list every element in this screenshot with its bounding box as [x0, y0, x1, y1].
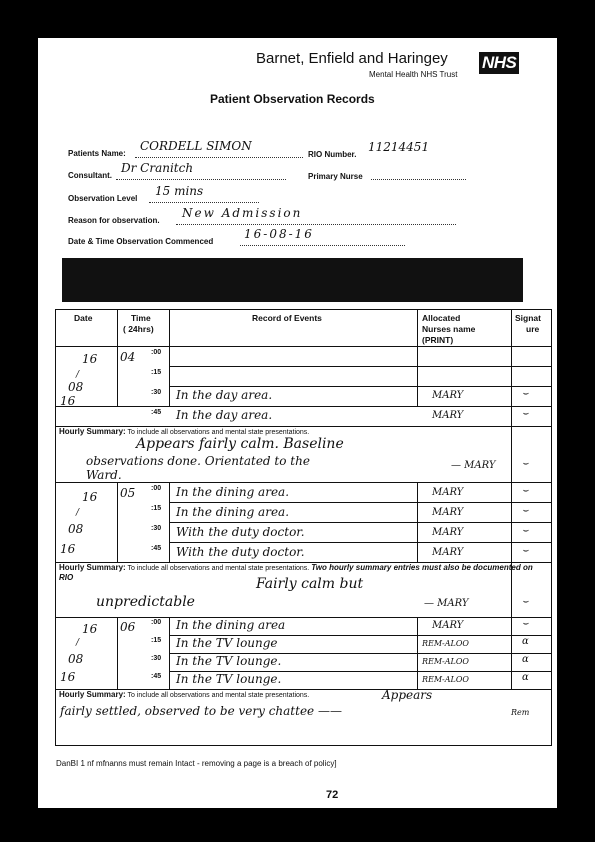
- summary1-nurse: — MARY: [451, 460, 496, 471]
- row-line: [56, 482, 551, 483]
- block3-date-year: 16: [60, 670, 76, 684]
- col-line-date: [117, 617, 118, 689]
- block3-sig-15: α: [522, 636, 529, 647]
- patient-name-label: Patients Name:: [68, 149, 126, 158]
- block2-min-15: :15: [151, 505, 162, 512]
- block2-nurse-15: MARY: [432, 507, 464, 518]
- block2-sig-45: ⌣: [522, 545, 529, 556]
- block3-sig-45: α: [522, 672, 529, 683]
- summary1-label: Hourly Summary: To include all observations and mental state presentations.: [59, 427, 310, 436]
- row-line: [56, 617, 551, 618]
- block1-nurse-45: MARY: [432, 410, 464, 421]
- consultant-line: [116, 161, 286, 180]
- observation-level-label: Observation Level: [68, 194, 138, 203]
- row-line: [169, 502, 551, 503]
- block1-min-45: :45: [151, 409, 162, 416]
- row-line: [169, 366, 551, 367]
- summary3-label: Hourly Summary: To include all observations and mental state presentations.: [59, 690, 310, 699]
- block1-date-month: 08: [68, 380, 84, 394]
- summary2-nurse: — MARY: [424, 598, 469, 609]
- summary2-sig: ⌣: [522, 596, 529, 607]
- page-title: Patient Observation Records: [210, 92, 375, 106]
- trust-name: Barnet, Enfield and Haringey: [256, 50, 448, 67]
- block1-hour: 04: [120, 350, 136, 364]
- block3-sig-30: α: [522, 654, 529, 665]
- block2-date-sep: /: [76, 508, 80, 518]
- header-allocated: Allocated: [422, 313, 461, 323]
- summary2-line1: Fairly calm but: [256, 576, 364, 592]
- header-record: Record of Events: [252, 313, 322, 323]
- patient-name-line: [135, 139, 303, 158]
- summary1-line3: Ward.: [86, 468, 122, 482]
- block2-sig-30: ⌣: [522, 525, 529, 536]
- block3-date-sep: /: [76, 638, 80, 648]
- block3-record-45: In the TV lounge.: [176, 672, 282, 686]
- block2-nurse-30: MARY: [432, 527, 464, 538]
- header-signature: Signat: [515, 313, 541, 323]
- row-line: [169, 522, 551, 523]
- observation-level-value: 15 mins: [155, 184, 204, 198]
- col-line-date: [117, 482, 118, 562]
- block1-min-30: :30: [151, 389, 162, 396]
- redacted-instructions-banner: [62, 258, 523, 302]
- consultant-value: Dr Cranitch: [121, 161, 194, 175]
- block3-min-00: :00: [151, 619, 162, 626]
- col-line-time: [169, 310, 170, 406]
- block2-date-month: 08: [68, 522, 84, 536]
- block1-min-15: :15: [151, 369, 162, 376]
- patient-name-value: CORDELL SIMON: [140, 139, 252, 153]
- block2-record-30: With the duty doctor.: [176, 525, 305, 539]
- block3-date-month: 08: [68, 652, 84, 666]
- block1-nurse-30: MARY: [432, 390, 464, 401]
- block1-sig-45: ⌣: [522, 408, 529, 419]
- block1-record-30: In the day area.: [176, 388, 273, 402]
- block2-min-30: :30: [151, 525, 162, 532]
- block2-record-45: With the duty doctor.: [176, 545, 305, 559]
- block2-nurse-00: MARY: [432, 487, 464, 498]
- block2-date-day: 16: [82, 490, 98, 504]
- observation-record-page: [38, 38, 557, 808]
- block3-record-00: In the dining area: [176, 618, 286, 632]
- block3-nurse-15: REM-ALOO: [422, 639, 469, 648]
- block3-hour: 06: [120, 620, 136, 634]
- footer-notice: DanBI 1 nf mfnanns must remain Intact - removing a page is a breach of policy]: [56, 759, 337, 768]
- block3-sig-00: ⌣: [522, 618, 529, 629]
- row-line: [169, 386, 551, 387]
- nhs-logo: NHS: [479, 52, 519, 74]
- summary2-line2: unpredictable: [96, 594, 195, 610]
- summary3-line2: fairly settled, observed to be very chattee ——: [60, 704, 342, 718]
- summary1-line1: Appears fairly calm. Baseline: [136, 436, 344, 452]
- block1-date-year: 16: [60, 394, 76, 408]
- header-nurses-name: Nurses name: [422, 324, 476, 334]
- rio-value: 11214451: [368, 140, 430, 154]
- block1-date-sep: /: [76, 370, 80, 380]
- date-commenced-line: [240, 227, 405, 246]
- summary1-sig: ⌣: [522, 458, 529, 469]
- block2-sig-15: ⌣: [522, 505, 529, 516]
- row-line: [56, 346, 551, 347]
- header-time-sub: ( 24hrs): [123, 324, 154, 334]
- summary3-line1: Appears: [382, 688, 433, 702]
- block3-nurse-45: REM-ALOO: [422, 675, 469, 684]
- block1-record-45: In the day area.: [176, 408, 273, 422]
- header-time: Time: [131, 313, 151, 323]
- row-line: [169, 542, 551, 543]
- block2-record-15: In the dining area.: [176, 505, 290, 519]
- block3-date-day: 16: [82, 622, 98, 636]
- block2-min-00: :00: [151, 485, 162, 492]
- reason-label: Reason for observation.: [68, 216, 160, 225]
- block2-min-45: :45: [151, 545, 162, 552]
- block2-date-year: 16: [60, 542, 76, 556]
- block1-min-00: :00: [151, 349, 162, 356]
- block2-nurse-45: MARY: [432, 547, 464, 558]
- summary2-label: Hourly Summary: To include all observations and mental state presentations. Two hourly summary entries must also be documented on RIO: [59, 563, 533, 582]
- block3-nurse-00: MARY: [432, 620, 464, 631]
- block3-min-45: :45: [151, 673, 162, 680]
- date-commenced-label: Date & Time Observation Commenced: [68, 237, 214, 246]
- date-commenced-value: 16-08-16: [244, 227, 314, 241]
- block2-sig-00: ⌣: [522, 485, 529, 496]
- observation-level-line: [149, 184, 259, 203]
- block1-sig-30: ⌣: [522, 388, 529, 399]
- block3-record-15: In the TV lounge: [176, 636, 278, 650]
- summary1-line2: observations done. Orientated to the: [86, 454, 310, 468]
- primary-nurse-label: Primary Nurse: [308, 172, 363, 181]
- reason-line: [176, 206, 456, 225]
- reason-value: New Admission: [182, 206, 303, 220]
- header-print: (PRINT): [422, 335, 454, 345]
- block2-hour: 05: [120, 486, 136, 500]
- observation-table: [55, 309, 552, 746]
- header-signature-2: ure: [526, 324, 540, 334]
- primary-nurse-line: [371, 171, 466, 180]
- rio-label: RIO Number.: [308, 150, 357, 159]
- row-line: [56, 406, 551, 407]
- block3-min-30: :30: [151, 655, 162, 662]
- trust-subtitle: Mental Health NHS Trust: [369, 70, 458, 79]
- block3-nurse-30: REM-ALOO: [422, 657, 469, 666]
- col-line-date: [117, 310, 118, 406]
- consultant-label: Consultant.: [68, 171, 112, 180]
- page-number: 72: [326, 789, 339, 801]
- block2-record-00: In the dining area.: [176, 485, 290, 499]
- col-line-record: [417, 310, 418, 406]
- block3-record-30: In the TV lounge.: [176, 654, 282, 668]
- summary3-nurse: Rem: [511, 708, 530, 717]
- block1-date-day: 16: [82, 352, 98, 366]
- header-date: Date: [74, 313, 93, 323]
- block3-min-15: :15: [151, 637, 162, 644]
